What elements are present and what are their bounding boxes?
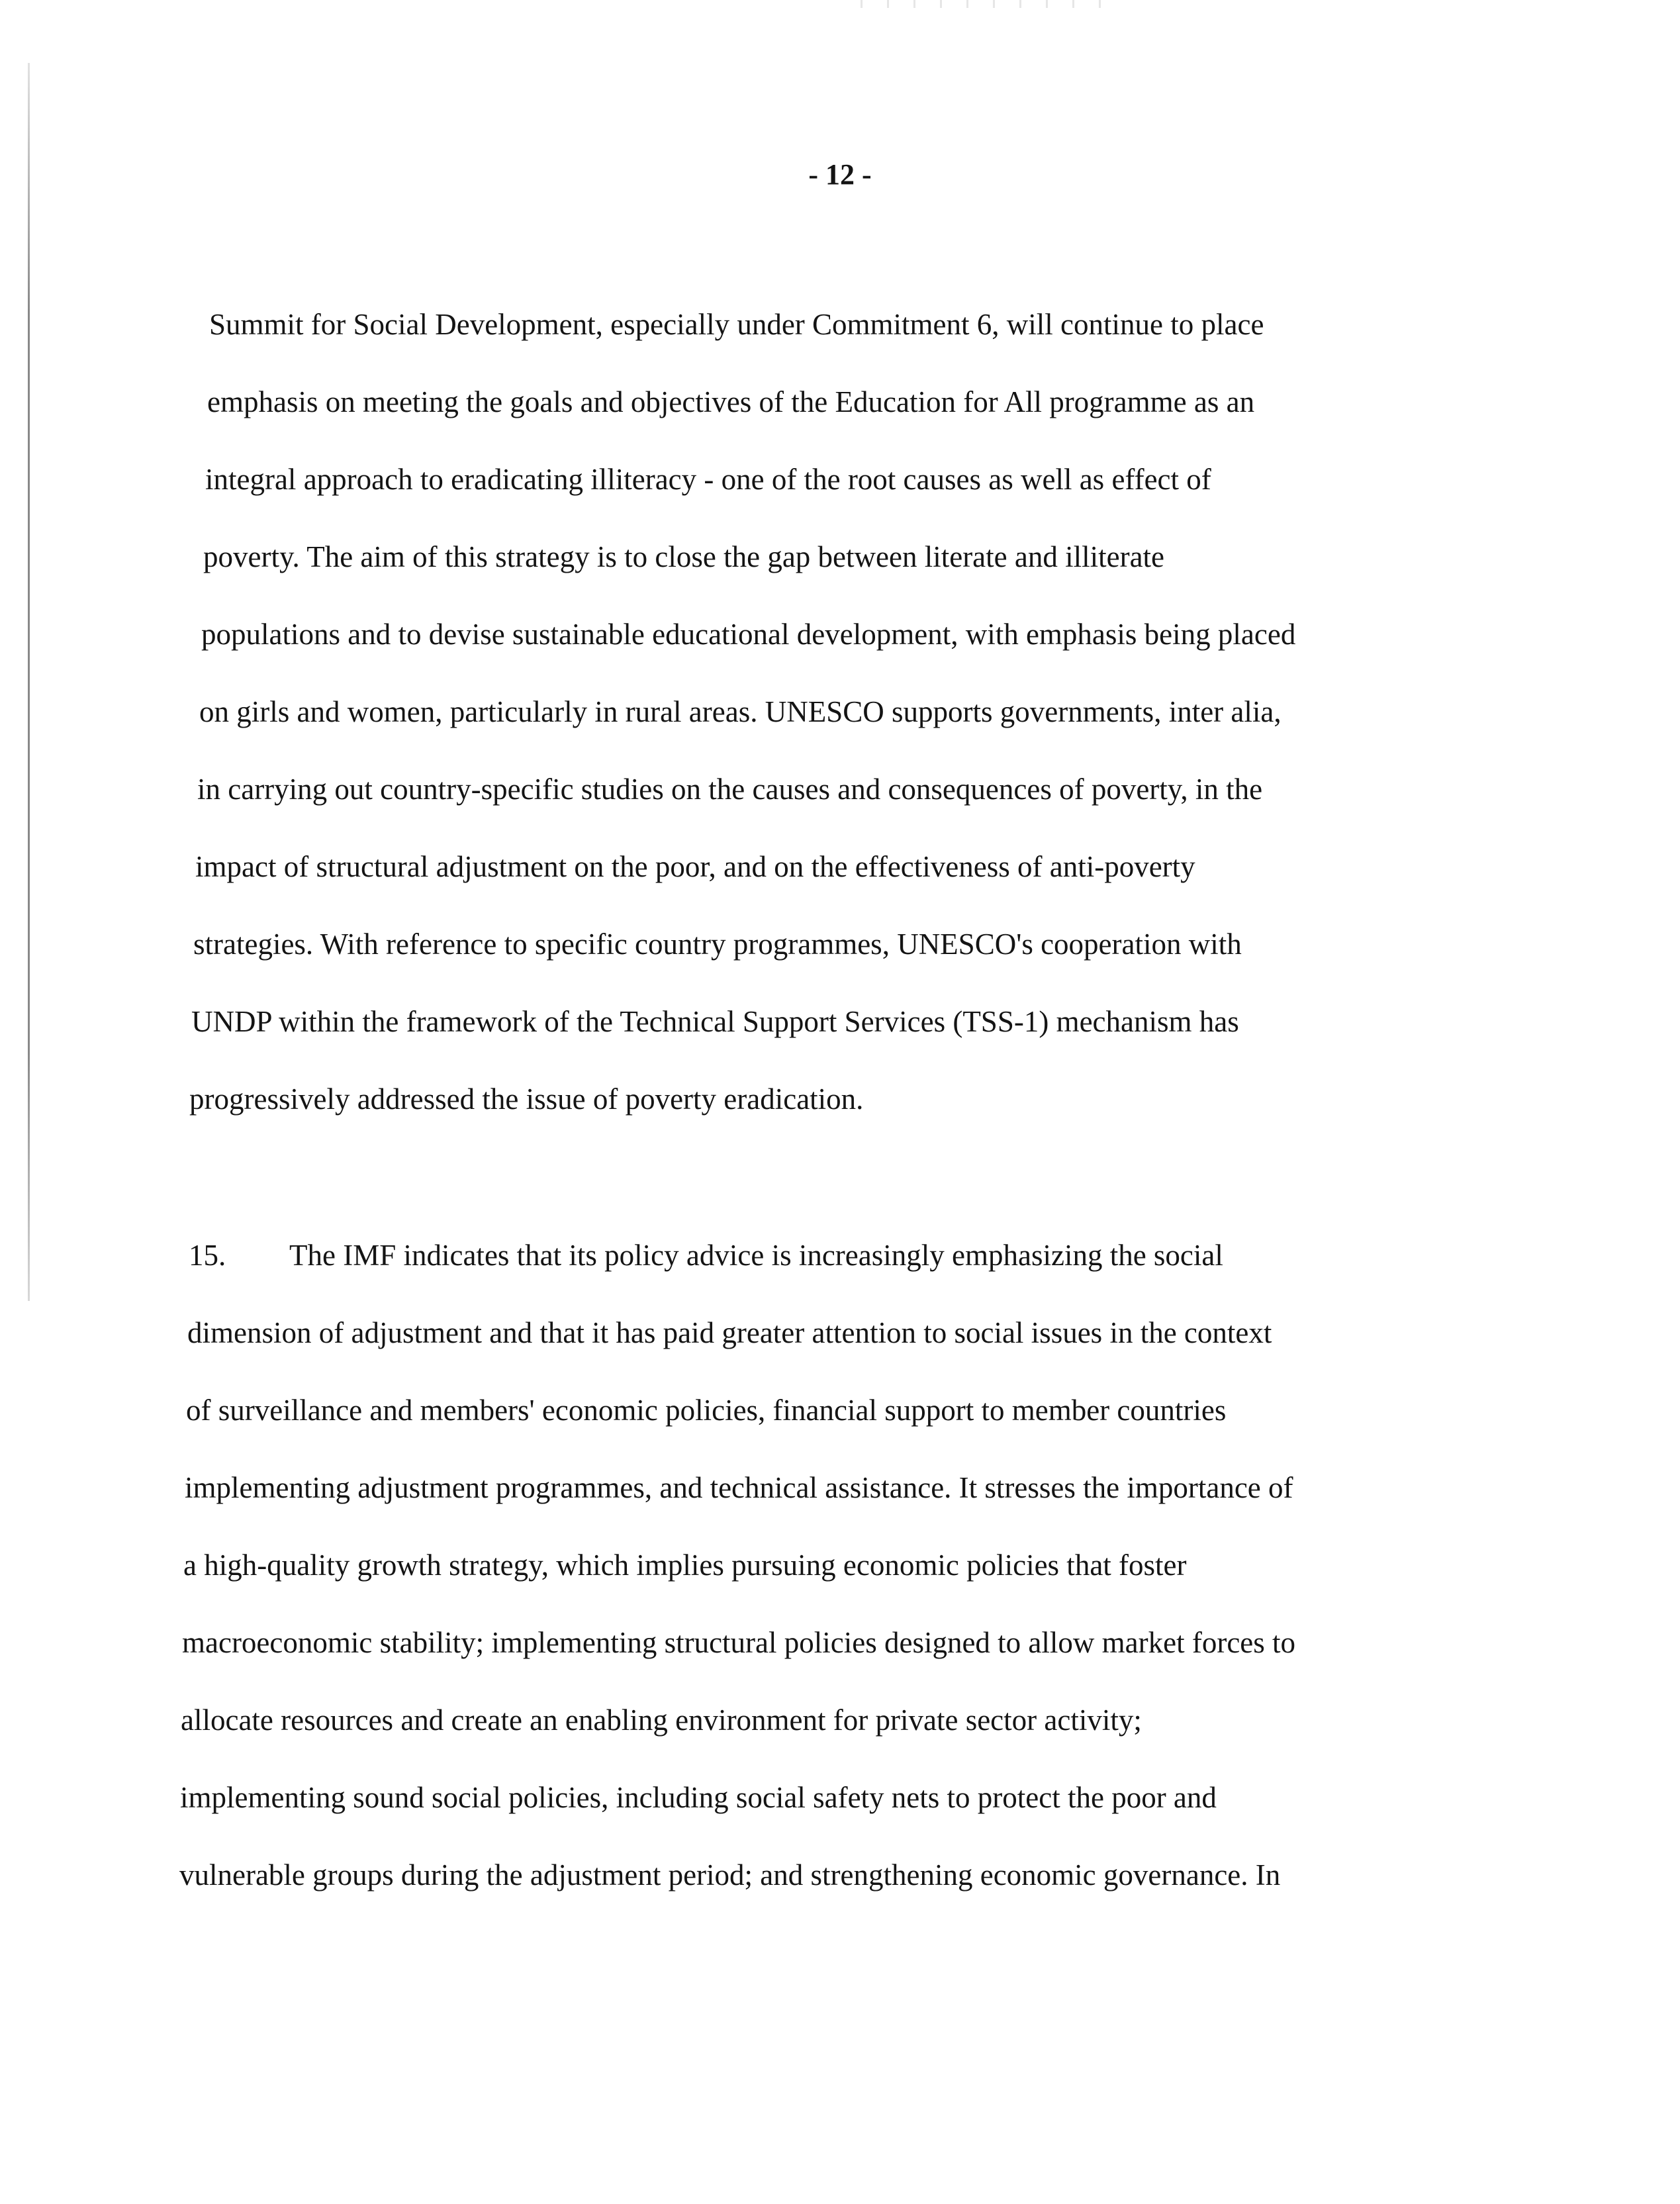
text-line: on girls and women, particularly in rural areas. UNESCO supports governments, inter alia, [199,695,1282,728]
scan-edge-line [28,63,30,1301]
text-line: progressively addressed the issue of poverty eradication. [189,1082,864,1116]
text-line: poverty. The aim of this strategy is to close the gap between literate and illiterate [203,540,1165,573]
text-line: implementing adjustment programmes, and technical assistance. It stresses the importance of [185,1471,1293,1504]
text-line: allocate resources and create an enabling environment for private sector activity; [181,1703,1142,1737]
text-line: populations and to devise sustainable educational development, with emphasis being placed [201,618,1296,651]
text-span: The IMF indicates that its policy advice is increasingly emphasizing the social [289,1239,1223,1272]
text-line: impact of structural adjustment on the poor, and on the effectiveness of anti-poverty [195,850,1195,883]
text-line: in carrying out country-specific studies on the causes and consequences of poverty, in the [197,773,1263,806]
text-line: macroeconomic stability; implementing structural policies designed to allow market forces to [182,1626,1296,1659]
text-line [189,1235,1223,1275]
text-line: strategies. With reference to specific country programmes, UNESCO's cooperation with [193,928,1242,961]
text-line: UNDP within the framework of the Technical Support Services (TSS-1) mechanism has [191,1005,1239,1038]
text-line: implementing sound social policies, including social safety nets to protect the poor and [180,1781,1217,1814]
scan-noise [861,0,1125,8]
text-line: a high-quality growth strategy, which implies pursuing economic policies that foster [183,1549,1187,1582]
paragraph-number: 15. [189,1239,226,1272]
text-line: of surveillance and members' economic policies, financial support to member countries [186,1394,1227,1427]
text-line: vulnerable groups during the adjustment period; and strengthening economic governance. In [179,1858,1281,1892]
text-line: integral approach to eradicating illiteracy - one of the root causes as well as effect of [205,463,1211,496]
text-line: dimension of adjustment and that it has paid greater attention to social issues in the context [187,1316,1272,1349]
page-number: - 12 - [808,158,872,191]
text-line: Summit for Social Development, especially under Commitment 6, will continue to place [209,308,1264,341]
text-line: emphasis on meeting the goals and objectives of the Education for All programme as an [207,385,1255,418]
